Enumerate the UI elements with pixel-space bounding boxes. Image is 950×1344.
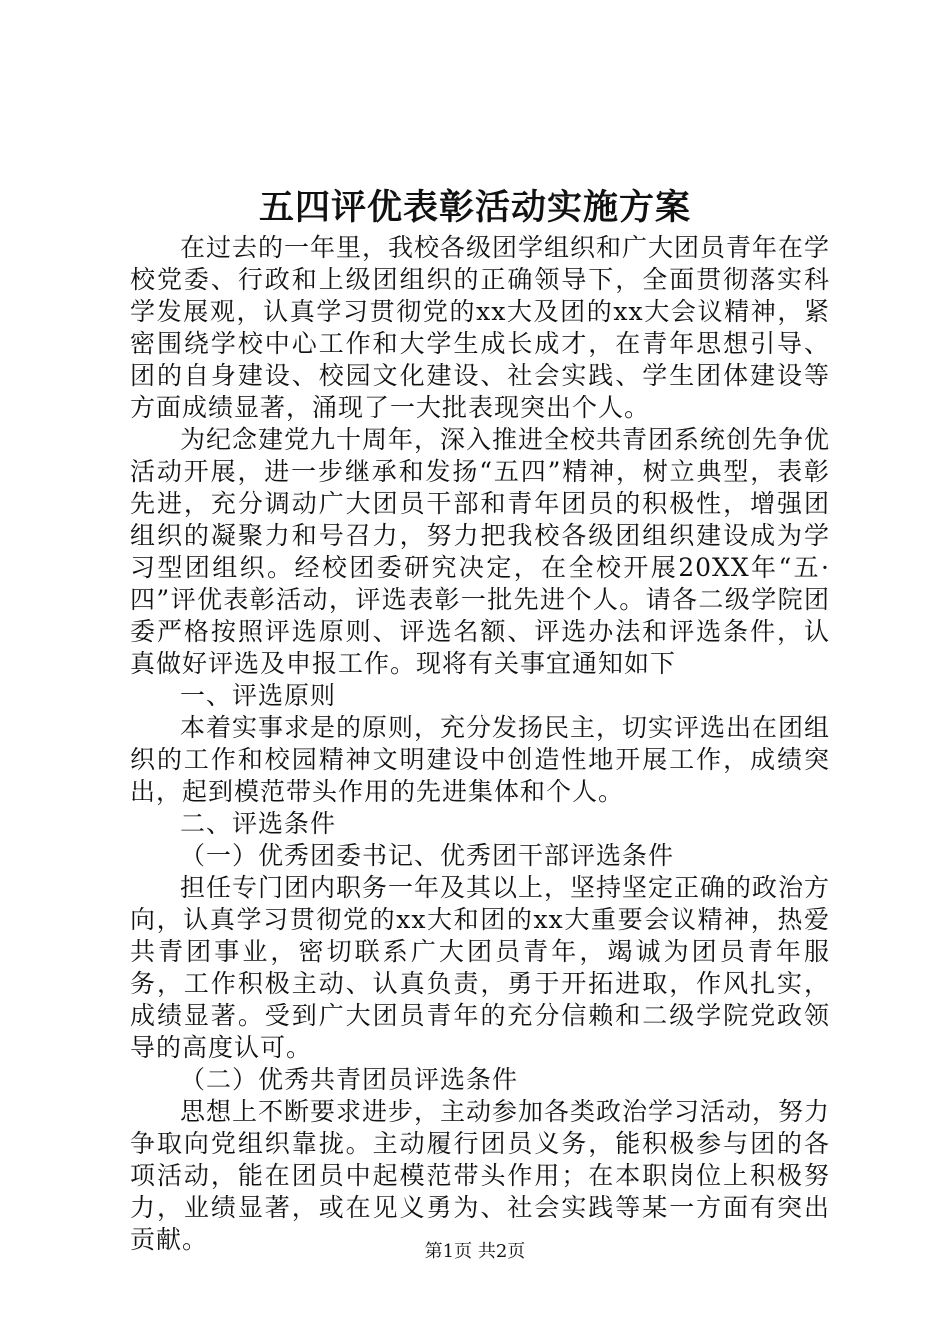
document-body (130, 232, 830, 1256)
page-footer: 第1页 共2页 (424, 1241, 526, 1262)
paragraph-cadres: 担任专门团内职务一年及其以上，坚持坚定正确的政治方向，认真学习贯彻党的xx大和团的xx大重要会议精神，热爱共青团事业，密切联系广大团员青年，竭诚为团员青年服务，工作积极主动、认真负责，勇于开拓进取，作风扎实，成绩显著。受到广大团员青年的充分信赖和二级学院党政领导的高度认可。 (130, 873, 831, 1062)
paragraph-members: 思想上不断要求进步，主动参加各类政治学习活动，努力争取向党组织靠拢。主动履行团员义务，能积极参与团的各项活动，能在团员中起模范带头作用；在本职岗位上积极努力，业绩显著，或在见义勇为、社会实践等某一方面有突出贡献。 (130, 1097, 831, 1254)
paragraph-principles: 本着实事求是的原则，充分发扬民主，切实评选出在团组织的工作和校园精神文明建设中创造性地开展工作，成绩突出，起到模范带头作用的先进集体和个人。 (130, 713, 831, 806)
subsection-heading-members: （二）优秀共青团员评选条件 (180, 1065, 519, 1094)
section-heading-principles: 一、评选原则 (180, 681, 337, 710)
section-heading-conditions: 二、评选条件 (180, 809, 337, 838)
paragraph-intro: 在过去的一年里，我校各级团学组织和广大团员青年在学校党委、行政和上级团组织的正确领导下，全面贯彻落实科学发展观，认真学习贯彻党的xx大及团的xx大会议精神，紧密围绕学校中心工作和大学生成长成才，在青年思想引导、团的自身建设、校园文化建设、社会实践、学生团体建设等方面成绩显著，涌现了一大批表现突出个人。 (130, 233, 831, 422)
document-title: 五四评优表彰活动实施方案 (258, 187, 691, 228)
subsection-heading-cadres: （一）优秀团委书记、优秀团干部评选条件 (180, 841, 675, 870)
paragraph-purpose: 为纪念建党九十周年，深入推进全校共青团系统创先争优活动开展，进一步继承和发扬“五四”精神，树立典型，表彰先进，充分调动广大团员干部和青年团员的积极性，增强团组织的凝聚力和号召力，努力把我校各级团组织建设成为学习型团组织。经校团委研究决定，在全校开展20XX年“五·四”评优表彰活动，评选表彰一批先进个人。请各二级学院团委严格按照评选原则、评选名额、评选办法和评选条件，认真做好评选及申报工作。现将有关事宜通知如下 (130, 425, 831, 678)
